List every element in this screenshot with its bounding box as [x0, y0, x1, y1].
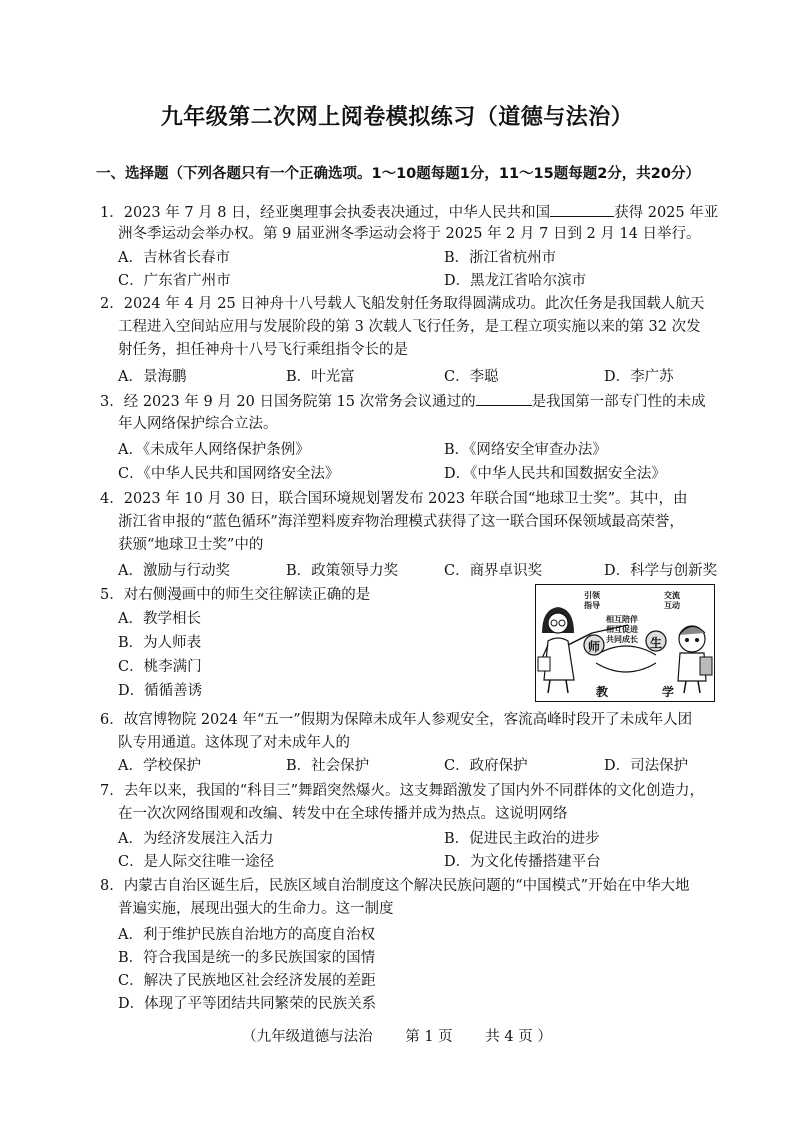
question-1-option-d: D．黑龙江省哈尔滨市	[444, 273, 587, 289]
question-2-option-c: C．李聪	[444, 369, 499, 385]
cartoon-label-guide: 引领 指导	[584, 591, 600, 610]
question-7-line-1: 7．去年以来，我国的“科目三”舞蹈突然爆火。这支舞蹈激发了国内外不同群体的文化创造力，	[100, 783, 705, 799]
question-1-option-a: A．吉林省长春市	[118, 250, 230, 266]
question-8-option-c: C．解决了民族地区社会经济发展的差距	[118, 973, 376, 989]
cartoon-label-interact: 交流 互动	[664, 591, 680, 610]
question-7-option-b: B．促进民主政治的进步	[444, 831, 600, 847]
question-6-option-c: C．政府保护	[444, 758, 528, 774]
question-4-line-3: 获颁“地球卫士奖”中的	[118, 537, 264, 553]
question-2-line-2: 工程进入空间站应用与发展阶段的第 3 次载人飞行任务，是工程立项实施以来的第 32 次发	[118, 319, 701, 335]
teacher-student-cartoon	[535, 584, 715, 702]
question-4-option-b: B．政策领导力奖	[286, 563, 399, 579]
answer-blank	[550, 202, 614, 217]
question-8-option-b: B．符合我国是统一的多民族国家的国情	[118, 950, 376, 966]
question-3-option-c: C．《中华人民共和国网络安全法》	[118, 466, 340, 482]
student-figure	[678, 626, 712, 693]
question-5-option-c: C．桃李满门	[118, 659, 202, 675]
question-5-line-1: 5．对右侧漫画中的师生交往解读正确的是	[100, 587, 371, 603]
question-8-line-1: 8．内蒙古自治区诞生后，民族区域自治制度这个解决民族问题的“中国模式”开始在中华大地	[100, 878, 690, 894]
teacher-figure	[538, 607, 592, 693]
cartoon-learn-char: 学	[662, 685, 675, 699]
question-1-option-b: B．浙江省杭州市	[444, 250, 557, 266]
question-5-option-d: D．循循善诱	[118, 683, 203, 699]
page-title: 九年级第二次网上阅卷模拟练习（道德与法治）	[160, 105, 634, 130]
question-3-option-a: A．《未成年人网络保护条例》	[118, 442, 310, 458]
question-6-option-b: B．社会保护	[286, 758, 370, 774]
section-heading: 一、选择题（下列各题只有一个正确选项。1～10题每题1分，11～15题每题2分，共20分）	[96, 166, 700, 182]
footer-subject: （九年级道德与法治	[242, 1029, 373, 1045]
footer-page-number: 第 1 页	[405, 1029, 453, 1045]
question-2-line-3: 射任务，担任神舟十八号飞行乘组指令长的是	[118, 342, 408, 358]
question-6-line-2: 队专用通道。这体现了对未成年人的	[118, 735, 350, 751]
cartoon-teach-char: 教	[596, 685, 609, 699]
question-1-option-c: C．广东省广州市	[118, 273, 231, 289]
question-1-line-1: 1．2023 年 7 月 8 日，经亚奥理事会执委表决通过，中华人民共和国 获得 2025 年亚	[100, 202, 718, 223]
question-3-line-1: 3．经 2023 年 9 月 20 日国务院第 15 次常务会议通过的 是我国第一部专门性的未成	[100, 391, 706, 412]
page-footer	[0, 1025, 794, 1046]
question-8-option-d: D．体现了平等团结共同繁荣的民族关系	[118, 996, 377, 1012]
question-7-option-c: C．是人际交往唯一途径	[118, 854, 275, 870]
question-4-option-a: A．激励与行动奖	[118, 563, 230, 579]
question-3-option-d: D．《中华人民共和国数据安全法》	[444, 466, 666, 482]
question-2-option-d: D．李广苏	[604, 369, 674, 385]
question-8-option-a: A．利于维护民族自治地方的高度自治权	[118, 927, 375, 943]
footer-total-pages: 共 4 页 ）	[485, 1029, 552, 1045]
cartoon-teacher-char: 师	[588, 640, 601, 654]
question-1-line-2: 洲冬季运动会举办权。第 9 届亚洲冬季运动会将于 2025 年 2 月 7 日到 2 月 14 日举行。	[118, 226, 701, 242]
question-5-option-a: A．教学相长	[118, 611, 201, 627]
question-4-line-1: 4．2023 年 10 月 30 日，联合国环境规划署发布 2023 年联合国“地球卫士奖”。其中，由	[100, 491, 688, 507]
question-7-option-a: A．为经济发展注入活力	[118, 831, 274, 847]
question-4-option-d: D．科学与创新奖	[604, 563, 718, 579]
question-8-line-2: 普遍实施，展现出强大的生命力。这一制度	[118, 901, 394, 917]
question-2-option-b: B．叶光富	[286, 369, 355, 385]
question-6-option-a: A．学校保护	[118, 758, 201, 774]
question-3-line-2: 年人网络保护综合立法。	[118, 416, 278, 432]
question-6-line-1: 6．故宫博物院 2024 年“五一”假期为保障未成年人参观安全，客流高峰时段开了未成年人团	[100, 712, 693, 728]
question-5-option-b: B．为人师表	[118, 635, 202, 651]
cartoon-student-char: 生	[650, 636, 663, 650]
question-2-line-1: 2．2024 年 4 月 25 日神舟十八号载人飞船发射任务取得圆满成功。此次任务是我国载人航天	[100, 296, 705, 312]
question-7-option-d: D．为文化传播搭建平台	[444, 854, 601, 870]
answer-blank	[476, 391, 532, 406]
question-2-option-a: A．景海鹏	[118, 369, 187, 385]
question-4-option-c: C．商界卓识奖	[444, 563, 543, 579]
cartoon-label-center: 相互陪伴 相互促进 共同成长	[606, 615, 638, 644]
question-6-option-d: D．司法保护	[604, 758, 689, 774]
question-4-line-2: 浙江省申报的“蓝色循环”海洋塑料废弃物治理模式获得了这一联合国环保领域最高荣誉，	[118, 514, 684, 530]
question-3-option-b: B．《网络安全审查办法》	[444, 442, 607, 458]
question-7-line-2: 在一次次网络围观和改编、转发中在全球传播并成为热点。这说明网络	[118, 806, 568, 822]
